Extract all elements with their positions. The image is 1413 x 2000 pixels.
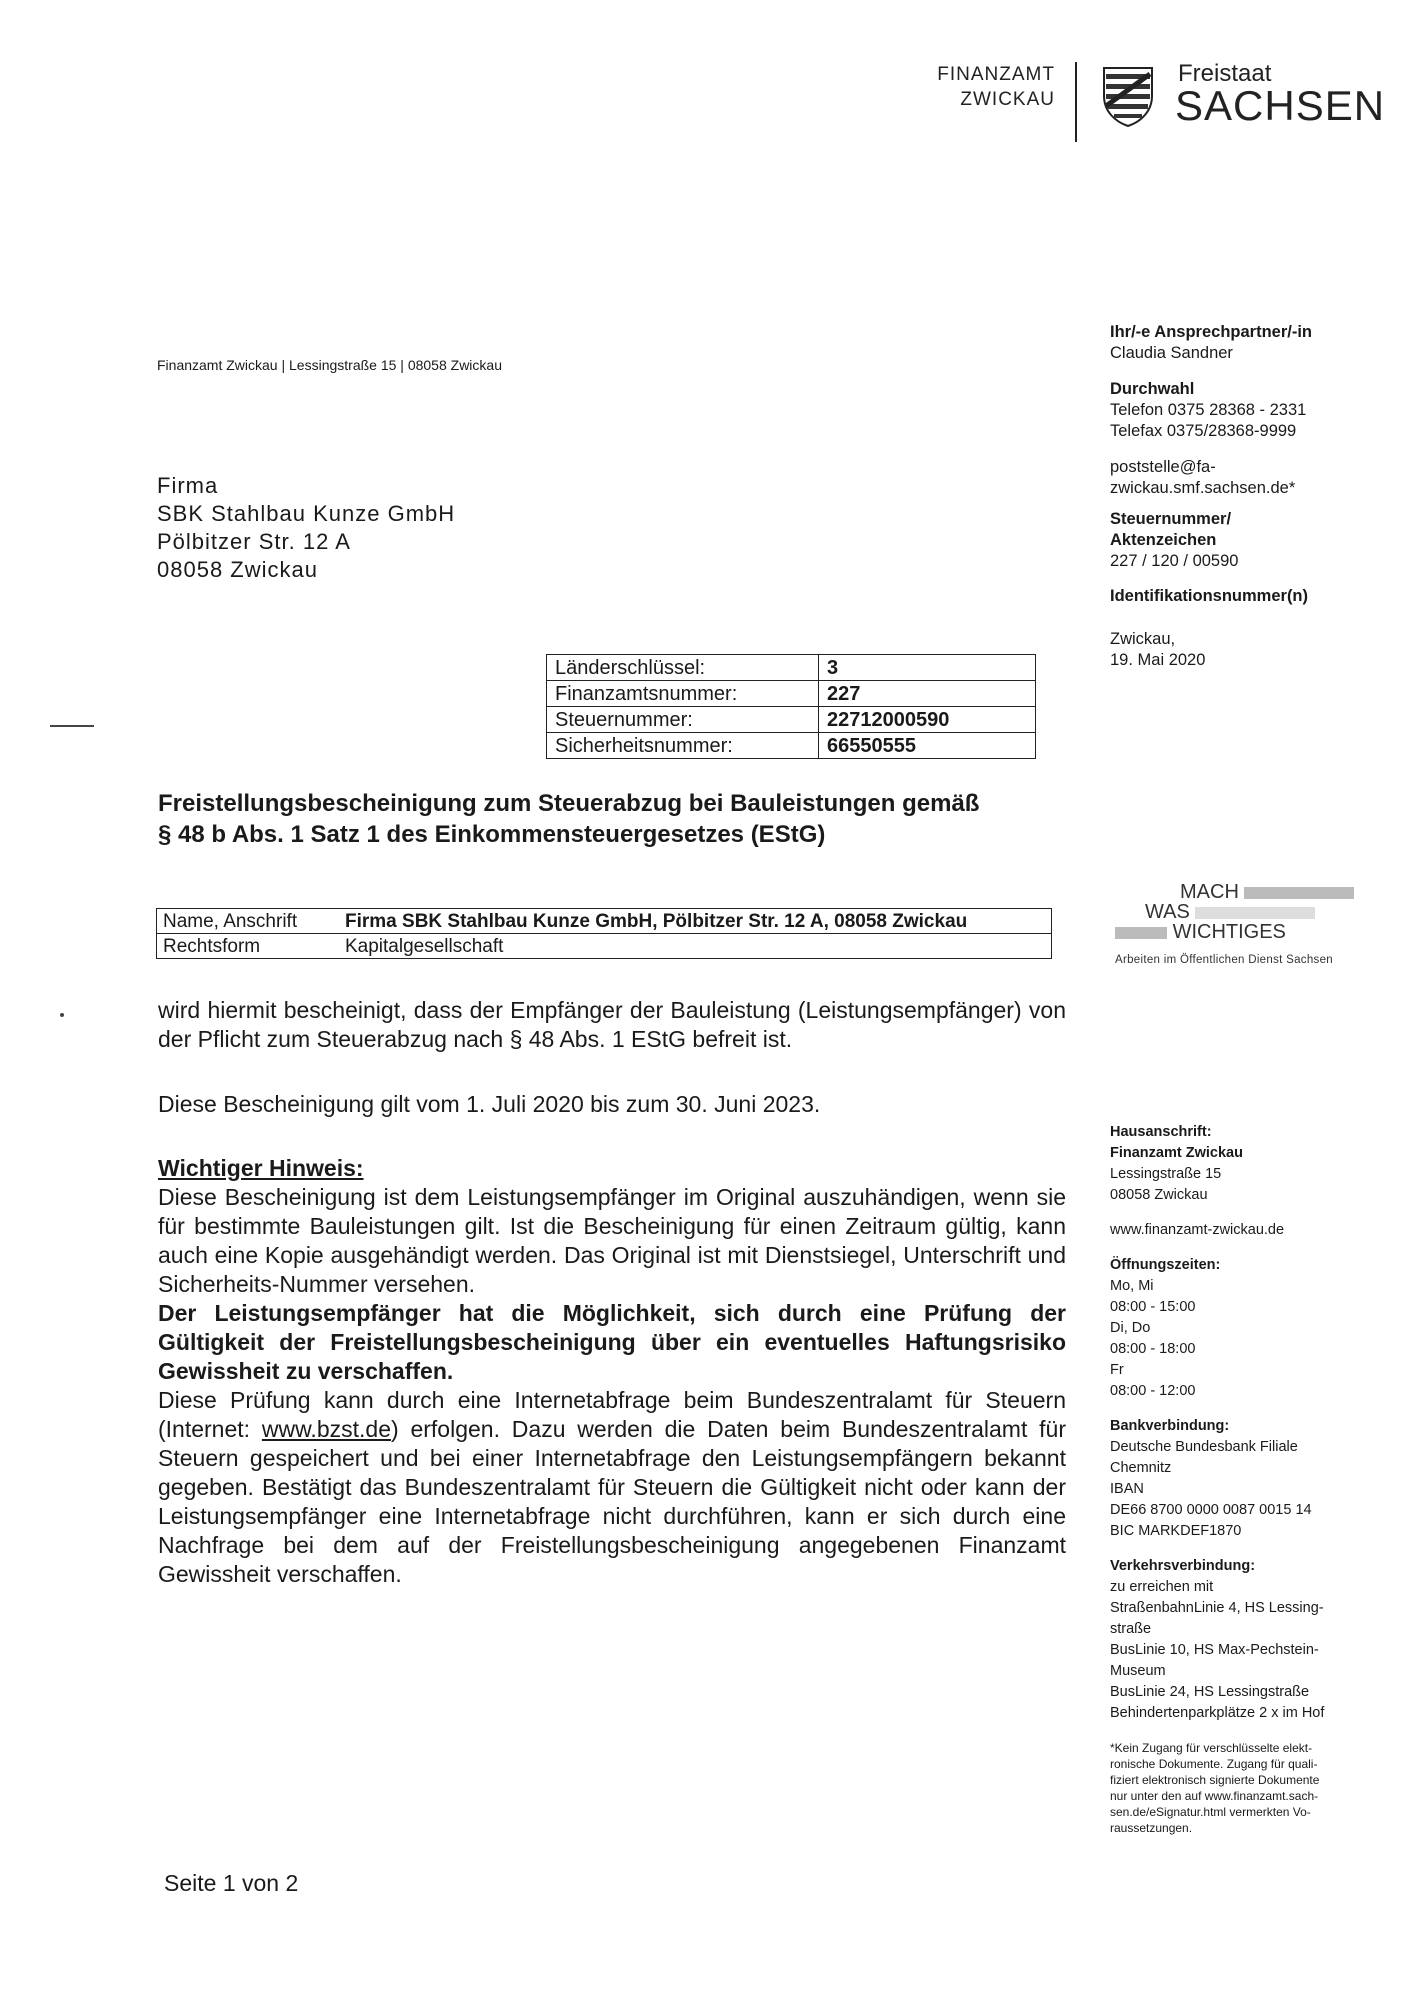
footnote-line: sen.de/eSignatur.html vermerkten Vo- xyxy=(1110,1805,1311,1819)
footnote-line: nur unter den auf www.finanzamt.sach- xyxy=(1110,1789,1319,1803)
bank-line: Deutsche Bundesbank Filiale xyxy=(1110,1439,1298,1455)
verkehr-line: BusLinie 10, HS Max-Pechstein- xyxy=(1110,1642,1319,1658)
telefon: Telefon 0375 28368 - 2331 xyxy=(1110,401,1307,419)
heading-line1: Freistellungsbescheinigung zum Steuerabzug bei Bauleistungen gemäß xyxy=(158,790,980,817)
footnote-line: *Kein Zugang für verschlüsselte elekt- xyxy=(1110,1741,1313,1755)
oeff-line: 08:00 - 15:00 xyxy=(1110,1299,1196,1315)
oeff-line: Mo, Mi xyxy=(1110,1278,1154,1294)
tax-keys-table xyxy=(546,654,1036,759)
key-value: 66550555 xyxy=(819,733,1036,759)
key-value: 227 xyxy=(819,681,1036,707)
verkehr-line: StraßenbahnLinie 4, HS Lessing- xyxy=(1110,1600,1324,1616)
firm-form-value: Kapitalgesellschaft xyxy=(339,934,1052,959)
oeff-line: 08:00 - 18:00 xyxy=(1110,1341,1196,1357)
hinweis-section xyxy=(158,1154,1066,1589)
logo-divider xyxy=(1075,62,1077,142)
table-row xyxy=(157,909,1052,934)
verkehr-line: BusLinie 24, HS Lessingstraße xyxy=(1110,1684,1310,1700)
footnote-line: raussetzungen. xyxy=(1110,1821,1193,1835)
table-row xyxy=(157,934,1052,959)
durchwahl-label: Durchwahl xyxy=(1110,380,1195,398)
email-line1[interactable]: poststelle@fa- xyxy=(1110,458,1216,476)
steuernr-value: 227 / 120 / 00590 xyxy=(1110,552,1239,570)
table-row xyxy=(547,733,1036,759)
contact-block xyxy=(1110,322,1312,671)
wichtiges-word: WICHTIGES xyxy=(1172,921,1286,943)
oeff-line: Di, Do xyxy=(1110,1320,1151,1336)
key-label: Finanzamtsnummer: xyxy=(547,681,819,707)
date-place: Zwickau, xyxy=(1110,630,1176,648)
footnote xyxy=(1110,1740,1324,1836)
table-row xyxy=(547,707,1036,733)
contact-label: Ihr/-e Ansprechpartner/-in xyxy=(1110,323,1313,341)
steuernr-label1: Steuernummer/ xyxy=(1110,510,1232,528)
body-paragraph-1: wird hiermit bescheinigt, dass der Empfänger der Bauleistung (Leistungsempfänger) von der Pflicht zum Steuerabzug nach § 48 Abs. 1 EStG befreit ist. xyxy=(158,997,1066,1052)
sachsen-crest-icon xyxy=(1102,66,1154,128)
key-label: Sicherheitsnummer: xyxy=(547,733,819,759)
freistaat-label: Freistaat xyxy=(1178,60,1272,87)
table-row xyxy=(547,681,1036,707)
bank-line: Chemnitz xyxy=(1110,1460,1172,1476)
firm-name-value: Firma SBK Stahlbau Kunze GmbH, Pölbitzer Str. 12 A, 08058 Zwickau xyxy=(339,909,1052,934)
body-paragraph-5 xyxy=(158,1386,1066,1589)
telefax: Telefax 0375/28368-9999 xyxy=(1110,422,1297,440)
body-paragraph-2: Diese Bescheinigung gilt vom 1. Juli 2020 bis zum 30. Juni 2023. xyxy=(158,1091,821,1117)
verkehr-line: zu erreichen mit xyxy=(1110,1579,1214,1595)
mach-word: MACH xyxy=(1180,881,1239,903)
key-value: 22712000590 xyxy=(819,707,1036,733)
key-value: 3 xyxy=(819,655,1036,681)
oeff-line: 08:00 - 12:00 xyxy=(1110,1383,1196,1399)
haus-label: Hausanschrift: xyxy=(1110,1124,1212,1140)
firm-name-label: Name, Anschrift xyxy=(157,909,340,934)
bank-line: BIC MARKDEF1870 xyxy=(1110,1523,1242,1539)
finanzamt-logo xyxy=(895,62,1055,112)
bank-line: DE66 8700 0000 0087 0015 14 xyxy=(1110,1502,1312,1518)
mach-was-wichtiges-logo xyxy=(1115,882,1370,970)
haus-line3: 08058 Zwickau xyxy=(1110,1187,1208,1203)
body-paragraph-4: Der Leistungsempfänger hat die Möglichkeit, sich durch eine Prüfung der Gültigkeit der Freistellungsbescheinigung über ein eventuelles Haftungsrisiko Gewissheit zu verschaffen. xyxy=(158,1300,1066,1384)
finanzamt-logo-line2: ZWICKAU xyxy=(960,89,1055,110)
mach-tagline: Arbeiten im Öffentlichen Dienst Sachsen xyxy=(1115,954,1333,966)
document-heading xyxy=(158,788,1078,850)
verkehr-label: Verkehrsverbindung: xyxy=(1110,1558,1256,1574)
oeff-label: Öffnungszeiten: xyxy=(1110,1257,1221,1273)
recipient-line3: Pölbitzer Str. 12 A xyxy=(157,529,351,554)
p5-part-a: Diese Prüfung kann durch eine Internetabfrage beim Bundeszentralamt für Steuern (Internet: xyxy=(158,1387,1066,1442)
contact-name: Claudia Sandner xyxy=(1110,344,1233,362)
recipient-line4: 08058 Zwickau xyxy=(157,557,318,582)
p5-part-b: ) erfolgen. Dazu werden die Daten beim Bundeszentralamt für Steuern gespeichert und bei einer Internetabfrage den Leistungsempfängern bekannt gegeben. Bestätigt das Bundeszentralamt für Steuern die Gültigkeit nicht oder kann der Leistungsempfänger eine Internetabfrage nicht durchführen, kann er sich durch eine Nachfrage bei dem auf der Freistellungsbescheinigung angegebenen Finanzamt Gewissheit verschaffen. xyxy=(158,1416,1066,1587)
recipient-address xyxy=(157,472,455,584)
firm-table xyxy=(156,908,1052,959)
bank-label: Bankverbindung: xyxy=(1110,1418,1230,1434)
punch-mark xyxy=(60,1013,64,1017)
finanzamt-logo-line1: FINANZAMT xyxy=(937,64,1055,85)
haus-line2: Lessingstraße 15 xyxy=(1110,1166,1222,1182)
was-word: WAS xyxy=(1145,901,1190,923)
recipient-line2: SBK Stahlbau Kunze GmbH xyxy=(157,501,456,526)
hinweis-title: Wichtiger Hinweis: xyxy=(158,1155,364,1181)
page-number: Seite 1 von 2 xyxy=(164,1870,299,1896)
steuernr-label2: Aktenzeichen xyxy=(1110,531,1217,549)
body-paragraph-3: Diese Bescheinigung ist dem Leistungsempfänger im Original auszuhändigen, wenn sie für bestimmte Bauleistungen gilt. Ist die Bescheinigung für einen Zeitraum gültig, kann auch eine Kopie ausgehändigt werden. Das Original ist mit Dienstsiegel, Unterschrift und Sicherheits-Nummer versehen. xyxy=(158,1184,1066,1297)
verkehr-line: straße xyxy=(1110,1621,1152,1637)
office-info xyxy=(1110,1122,1324,1836)
haus-line1: Finanzamt Zwickau xyxy=(1110,1145,1243,1161)
footnote-line: ronische Dokumente. Zugang für quali- xyxy=(1110,1757,1318,1771)
table-row xyxy=(547,655,1036,681)
sachsen-label: SACHSEN xyxy=(1175,82,1386,129)
website-link[interactable]: www.finanzamt-zwickau.de xyxy=(1110,1222,1285,1238)
key-label: Länderschlüssel: xyxy=(547,655,819,681)
oeff-line: Fr xyxy=(1110,1362,1124,1378)
bank-line: IBAN xyxy=(1110,1481,1144,1497)
sender-address-line: Finanzamt Zwickau | Lessingstraße 15 | 08058 Zwickau xyxy=(157,357,502,373)
verkehr-line: Museum xyxy=(1110,1663,1166,1679)
firm-form-label: Rechtsform xyxy=(157,934,340,959)
bzst-link[interactable]: www.bzst.de xyxy=(261,1416,391,1442)
date-value: 19. Mai 2020 xyxy=(1110,651,1206,669)
verkehr-line: Behindertenparkplätze 2 x im Hof xyxy=(1110,1705,1325,1721)
email-line2[interactable]: zwickau.smf.sachsen.de* xyxy=(1110,479,1296,497)
heading-line2: § 48 b Abs. 1 Satz 1 des Einkommensteuergesetzes (EStG) xyxy=(158,821,826,848)
ident-label: Identifikationsnummer(n) xyxy=(1110,587,1309,605)
recipient-line1: Firma xyxy=(157,473,219,498)
footnote-line: fiziert elektronisch signierte Dokumente xyxy=(1110,1773,1320,1787)
fold-mark xyxy=(50,725,94,727)
key-label: Steuernummer: xyxy=(547,707,819,733)
